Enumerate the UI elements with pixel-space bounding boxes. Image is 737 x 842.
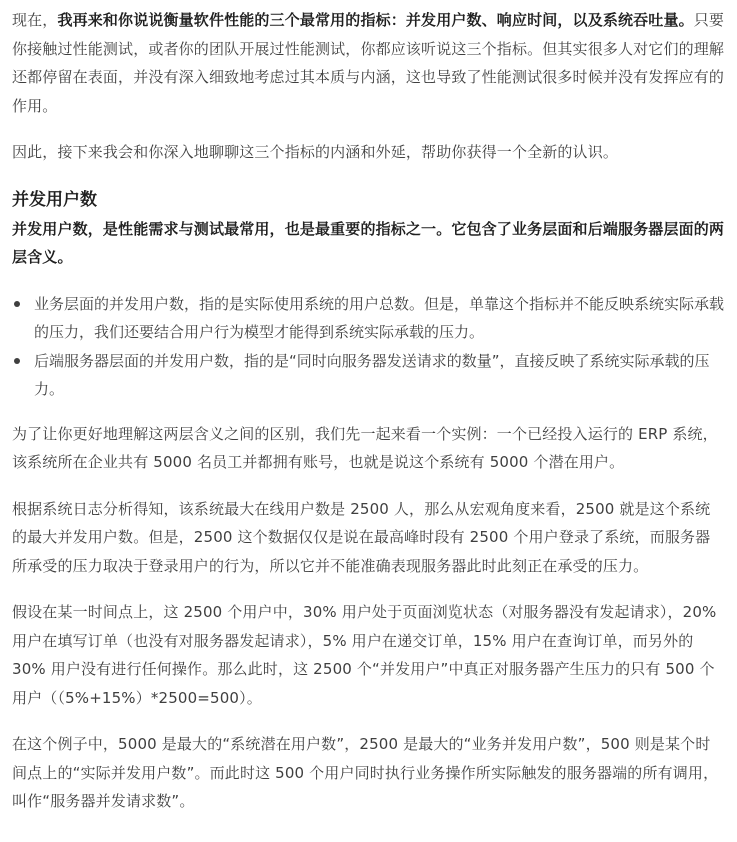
analysis-paragraph: 根据系统日志分析得知，该系统最大在线用户数是 2500 人，那么从宏观角度来看，2500 就是这个系统的最大并发用户数。但是，2500 这个数据仅仅是说在最高峰时段有 2500 个用户登录了系统，而服务器所承受的压力取决于登录用户的行为，所以它并不能准确表现服务器此时此刻正在承受的压力。 <box>12 499 711 575</box>
assumption-paragraph: 假设在某一时间点上，这 2500 个用户中，30% 用户处于页面浏览状态（对服务器没有发起请求），20% 用户在填写订单（也没有对服务器发起请求），5% 用户在递交订单，15% 用户在查询订单，而另外的 30% 用户没有进行任何操作。那么此时，这 2500 个“并发用户”中真正对服务器产生压力的只有 500 个用户（（5%+15%）*2500=500）。 <box>12 603 717 707</box>
list-item-text: 后端服务器层面的并发用户数，指的是“同时向服务器发送请求的数量”，直接反映了系统实际承载的压力。 <box>34 351 710 398</box>
bullet-dot-icon <box>14 358 20 364</box>
intro-bold-text: 我再来和你说说衡量软件性能的三个最常用的指标：并发用户数、响应时间，以及系统吞吐量。 <box>57 11 694 29</box>
list-item <box>12 290 725 347</box>
intro-rest: 只要你接触过性能测试，或者你的团队开展过性能测试，你都应该听说这三个指标。但其实很多人对它们的理解还都停留在表面，并没有深入细致地考虑过其本质与内涵，这也导致了性能测试很多时候并没有发挥应有的作用。 <box>12 11 725 115</box>
intro-paragraph <box>12 6 725 120</box>
bullet-list <box>12 290 725 404</box>
example-paragraph: 为了让你更好地理解这两层含义之间的区别，我们先一起来看一个实例：一个已经投入运行的 ERP 系统，该系统所在企业共有 5000 名员工并都拥有账号，也就是说这个系统有 5000 个潜在用户。 <box>12 424 718 471</box>
list-item-text: 业务层面的并发用户数，指的是实际使用系统的用户总数。但是，单靠这个指标并不能反映系统实际承载的压力，我们还要结合用户行为模型才能得到系统实际承载的压力。 <box>34 294 725 341</box>
section-lead: 并发用户数，是性能需求与测试最常用，也是最重要的指标之一。它包含了业务层面和后端服务器层面的两层含义。 <box>12 219 725 266</box>
section-heading: 并发用户数 <box>12 189 97 210</box>
list-item <box>12 347 725 404</box>
intro-paragraph-2: 因此，接下来我会和你深入地聊聊这三个指标的内涵和外延，帮助你获得一个全新的认识。 <box>12 143 619 161</box>
intro-prefix: 现在， <box>12 11 58 29</box>
bullet-dot-icon <box>14 301 20 307</box>
summary-paragraph: 在这个例子中，5000 是最大的“系统潜在用户数”，2500 是最大的“业务并发用户数”，500 则是某个时间点上的“实际并发用户数”。而此时这 500 个用户同时执行业务操作所实际触发的服务器端的所有调用，叫作“服务器并发请求数”。 <box>12 735 719 810</box>
